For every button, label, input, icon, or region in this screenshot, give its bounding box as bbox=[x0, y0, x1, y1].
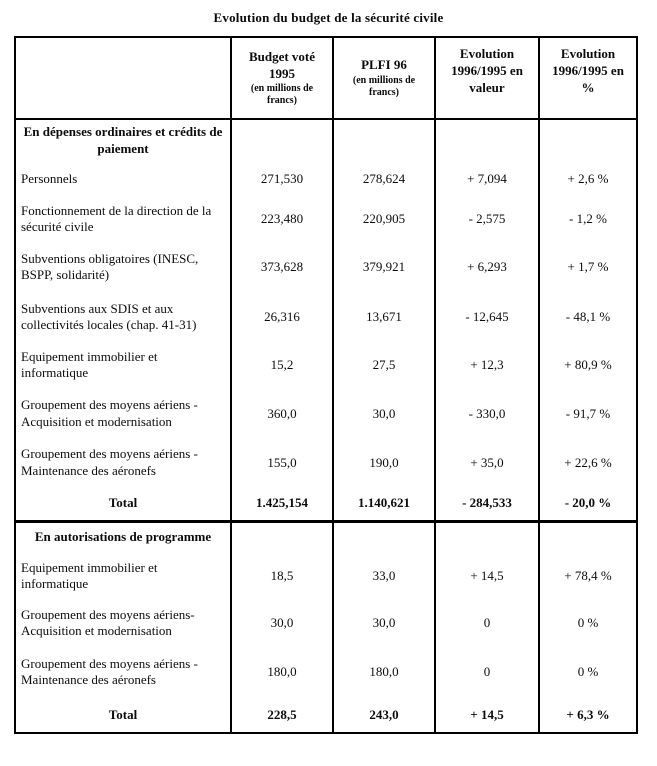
value-evolution-pct: 0 % bbox=[539, 647, 637, 697]
header-empty-cell bbox=[15, 37, 231, 119]
total-evolution-valeur: + 14,5 bbox=[435, 697, 539, 733]
total-plfi96: 243,0 bbox=[333, 697, 435, 733]
row-label: Subventions aux SDIS et aux collectivités locales (chap. 41-31) bbox=[15, 293, 231, 341]
header-evolution-pct: Evolution 1996/1995 en % bbox=[539, 37, 637, 119]
total-plfi96: 1.140,621 bbox=[333, 487, 435, 521]
value-plfi96: 180,0 bbox=[333, 647, 435, 697]
header-plfi-96 bbox=[333, 37, 435, 119]
value-1995: 373,628 bbox=[231, 241, 333, 293]
row-label: Fonctionnement de la direction de la sécurité civile bbox=[15, 197, 231, 241]
header-budget-1995-title: Budget voté 1995 bbox=[248, 48, 316, 81]
header-budget-1995 bbox=[231, 37, 333, 119]
value-plfi96: 13,671 bbox=[333, 293, 435, 341]
value-1995: 155,0 bbox=[231, 438, 333, 487]
value-1995: 15,2 bbox=[231, 341, 333, 389]
empty-cell bbox=[333, 119, 435, 161]
row-label: Groupement des moyens aériens - Maintenance des aéronefs bbox=[15, 438, 231, 487]
value-evolution-valeur: - 330,0 bbox=[435, 389, 539, 438]
value-evolution-valeur: + 14,5 bbox=[435, 553, 539, 599]
value-plfi96: 220,905 bbox=[333, 197, 435, 241]
value-evolution-valeur: + 12,3 bbox=[435, 341, 539, 389]
value-1995: 180,0 bbox=[231, 647, 333, 697]
row-label: Equipement immobilier et informatique bbox=[15, 341, 231, 389]
value-evolution-valeur: - 2,575 bbox=[435, 197, 539, 241]
value-1995: 223,480 bbox=[231, 197, 333, 241]
page-title: Evolution du budget de la sécurité civile bbox=[213, 10, 444, 25]
value-plfi96: 33,0 bbox=[333, 553, 435, 599]
empty-cell bbox=[231, 119, 333, 161]
table-header-row bbox=[15, 37, 637, 119]
row-label: Groupement des moyens aériens- Acquisition et modernisation bbox=[15, 599, 231, 647]
value-evolution-pct: + 2,6 % bbox=[539, 161, 637, 197]
row-label: Groupement des moyens aériens - Maintenance des aéronefs bbox=[15, 647, 231, 697]
value-plfi96: 27,5 bbox=[333, 341, 435, 389]
value-evolution-pct: - 1,2 % bbox=[539, 197, 637, 241]
total-1995: 1.425,154 bbox=[231, 487, 333, 521]
total-evolution-pct: + 6,3 % bbox=[539, 697, 637, 733]
header-budget-1995-note: (en millions de francs) bbox=[250, 83, 314, 107]
header-plfi-96-note: (en millions de francs) bbox=[352, 74, 416, 98]
table-row-equipement-immobilier bbox=[15, 341, 637, 389]
total-row-depenses-ordinaires bbox=[15, 487, 637, 521]
section-header-label: En autorisations de programme bbox=[15, 521, 231, 553]
total-label: Total bbox=[15, 487, 231, 521]
empty-cell bbox=[333, 521, 435, 553]
header-evolution-valeur: Evolution 1996/1995 en valeur bbox=[435, 37, 539, 119]
total-1995: 228,5 bbox=[231, 697, 333, 733]
budget-table bbox=[14, 36, 638, 734]
value-evolution-pct: - 91,7 % bbox=[539, 389, 637, 438]
section-header-autorisations-programme bbox=[15, 521, 637, 553]
empty-cell bbox=[539, 119, 637, 161]
empty-cell bbox=[539, 521, 637, 553]
value-evolution-pct: + 22,6 % bbox=[539, 438, 637, 487]
empty-cell bbox=[231, 521, 333, 553]
total-label: Total bbox=[15, 697, 231, 733]
value-evolution-valeur: + 35,0 bbox=[435, 438, 539, 487]
table-row-personnels bbox=[15, 161, 637, 197]
total-evolution-pct: - 20,0 % bbox=[539, 487, 637, 521]
value-evolution-pct: + 80,9 % bbox=[539, 341, 637, 389]
value-1995: 18,5 bbox=[231, 553, 333, 599]
value-evolution-pct: + 78,4 % bbox=[539, 553, 637, 599]
value-plfi96: 379,921 bbox=[333, 241, 435, 293]
value-evolution-valeur: 0 bbox=[435, 647, 539, 697]
table-row-groupement-acquisition-ap bbox=[15, 599, 637, 647]
value-1995: 30,0 bbox=[231, 599, 333, 647]
value-evolution-valeur: - 12,645 bbox=[435, 293, 539, 341]
row-label: Equipement immobilier et informatique bbox=[15, 553, 231, 599]
value-evolution-pct: + 1,7 % bbox=[539, 241, 637, 293]
value-evolution-pct: - 48,1 % bbox=[539, 293, 637, 341]
row-label: Subventions obligatoires (INESC, BSPP, solidarité) bbox=[15, 241, 231, 293]
empty-cell bbox=[435, 119, 539, 161]
value-plfi96: 278,624 bbox=[333, 161, 435, 197]
empty-cell bbox=[435, 521, 539, 553]
value-1995: 360,0 bbox=[231, 389, 333, 438]
table-row-groupement-acquisition bbox=[15, 389, 637, 438]
value-evolution-valeur: + 7,094 bbox=[435, 161, 539, 197]
row-label: Groupement des moyens aériens - Acquisition et modernisation bbox=[15, 389, 231, 438]
section-header-depenses-ordinaires bbox=[15, 119, 637, 161]
row-label: Personnels bbox=[15, 161, 231, 197]
value-plfi96: 190,0 bbox=[333, 438, 435, 487]
value-evolution-valeur: 0 bbox=[435, 599, 539, 647]
value-evolution-pct: 0 % bbox=[539, 599, 637, 647]
table-row-fonctionnement bbox=[15, 197, 637, 241]
value-evolution-valeur: + 6,293 bbox=[435, 241, 539, 293]
value-1995: 271,530 bbox=[231, 161, 333, 197]
value-1995: 26,316 bbox=[231, 293, 333, 341]
total-row-autorisations-programme bbox=[15, 697, 637, 733]
table-row-groupement-maintenance-ap bbox=[15, 647, 637, 697]
table-row-groupement-maintenance bbox=[15, 438, 637, 487]
table-row-subventions-obligatoires bbox=[15, 241, 637, 293]
section-header-label: En dépenses ordinaires et crédits de paiement bbox=[15, 119, 231, 161]
total-evolution-valeur: - 284,533 bbox=[435, 487, 539, 521]
table-row-equipement-immobilier-ap bbox=[15, 553, 637, 599]
value-plfi96: 30,0 bbox=[333, 389, 435, 438]
table-row-subventions-sdis bbox=[15, 293, 637, 341]
header-plfi-96-title: PLFI 96 bbox=[361, 57, 407, 73]
value-plfi96: 30,0 bbox=[333, 599, 435, 647]
